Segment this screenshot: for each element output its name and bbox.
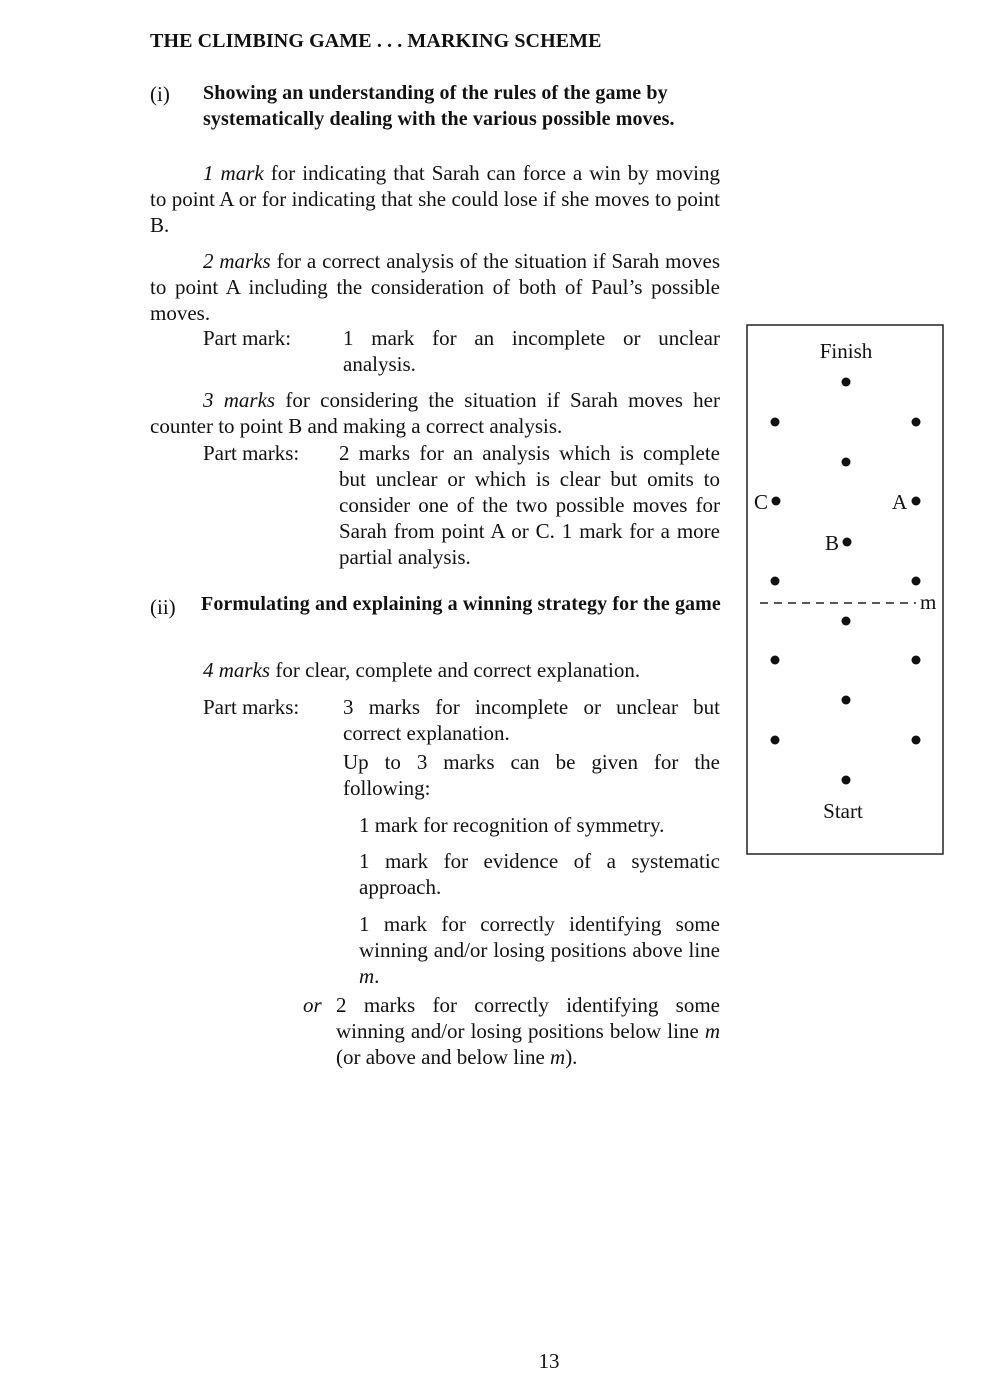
part-marks-label-ii: Part marks: — [203, 695, 300, 719]
section-i-paragraph-1 — [150, 160, 720, 238]
part-marks-text-ii: 3 marks for incomplete or unclear but correct explanation. — [343, 695, 720, 745]
board-point — [842, 458, 851, 467]
mark-emphasis: 1 mark — [203, 161, 264, 185]
sub-criterion-above-line — [359, 911, 720, 989]
part-marks-label: Part marks: — [203, 441, 300, 465]
finish-label: Finish — [819, 339, 873, 363]
point-a-label: A — [892, 490, 908, 514]
section-ii-numeral: (ii) — [150, 595, 176, 619]
sub-criterion-symmetry: 1 mark for recognition of symmetry. — [359, 813, 665, 837]
point-c — [772, 497, 781, 506]
board-point — [771, 736, 780, 745]
paragraph-text: for a correct analysis of the situation if Sarah moves to point A including the consideration of both of Paul’s possible moves. — [150, 249, 720, 325]
paragraph-text: for considering the situation if Sarah moves her counter to point B and making a correct analysis. — [150, 388, 720, 438]
section-i-heading: Showing an understanding of the rules of the game by systematically dealing with the various possible moves. — [203, 82, 675, 130]
section-ii-heading: Formulating and explaining a winning strategy for the game — [201, 593, 721, 615]
criterion-text: ). — [565, 1045, 578, 1069]
line-m-ref: m — [704, 1019, 720, 1043]
section-i-numeral: (i) — [150, 82, 170, 106]
board-point — [842, 378, 851, 387]
mark-emphasis: 2 marks — [203, 249, 271, 273]
board-point — [771, 577, 780, 586]
part-marks-text: 2 marks for an analysis which is complete but unclear or which is clear but omits to consider one of the two possible moves for Sarah from point A or C. 1 mark for a more partial analysis. — [339, 441, 720, 569]
board-point — [912, 736, 921, 745]
line-m-ref: m — [550, 1045, 566, 1069]
criterion-text: . — [374, 964, 380, 988]
mark-emphasis: 3 marks — [203, 388, 276, 412]
criterion-text: (or above and below line — [336, 1045, 551, 1069]
board-point — [842, 776, 851, 785]
paragraph-text: for indicating that Sarah can force a win by moving to point A or for indicating that she could lose if she moves to point B. — [150, 161, 720, 237]
section-i-paragraph-3 — [150, 387, 720, 439]
part-marks-text-ii-2: Up to 3 marks can be given for the following: — [343, 750, 720, 800]
point-a — [912, 497, 921, 506]
board-point — [842, 696, 851, 705]
paragraph-text: for clear, complete and correct explanation. — [270, 658, 641, 682]
section-ii-paragraph-1 — [203, 657, 723, 683]
sub-criterion-systematic: 1 mark for evidence of a systematic approach. — [359, 849, 720, 899]
climbing-game-board — [746, 324, 944, 855]
start-label: Start — [823, 799, 863, 823]
board-point — [912, 418, 921, 427]
page-number: 13 — [538, 1349, 560, 1373]
or-word — [303, 992, 322, 1018]
board-point — [842, 617, 851, 626]
board-point — [771, 656, 780, 665]
alternative-criterion — [336, 992, 720, 1070]
line-m-ref: m — [359, 964, 375, 988]
board-point — [912, 577, 921, 586]
part-mark-text: 1 mark for an incomplete or unclear analysis. — [343, 326, 720, 376]
mark-emphasis: 4 marks — [203, 658, 271, 682]
board-border — [747, 325, 943, 854]
line-m-label: m — [920, 590, 937, 614]
or-emphasis: or — [303, 993, 322, 1017]
board-point — [771, 418, 780, 427]
point-b-label: B — [825, 531, 840, 555]
part-mark-label: Part mark: — [203, 326, 292, 350]
section-i-paragraph-2 — [150, 248, 720, 326]
board-point — [912, 656, 921, 665]
criterion-text: 2 marks for correctly identifying some winning and/or losing positions below line — [336, 993, 720, 1043]
point-c-label: C — [754, 490, 769, 514]
page-title: THE CLIMBING GAME . . . MARKING SCHEME — [150, 30, 602, 52]
criterion-text: 1 mark for correctly identifying some winning and/or losing positions above line — [359, 912, 720, 962]
point-b — [843, 538, 852, 547]
